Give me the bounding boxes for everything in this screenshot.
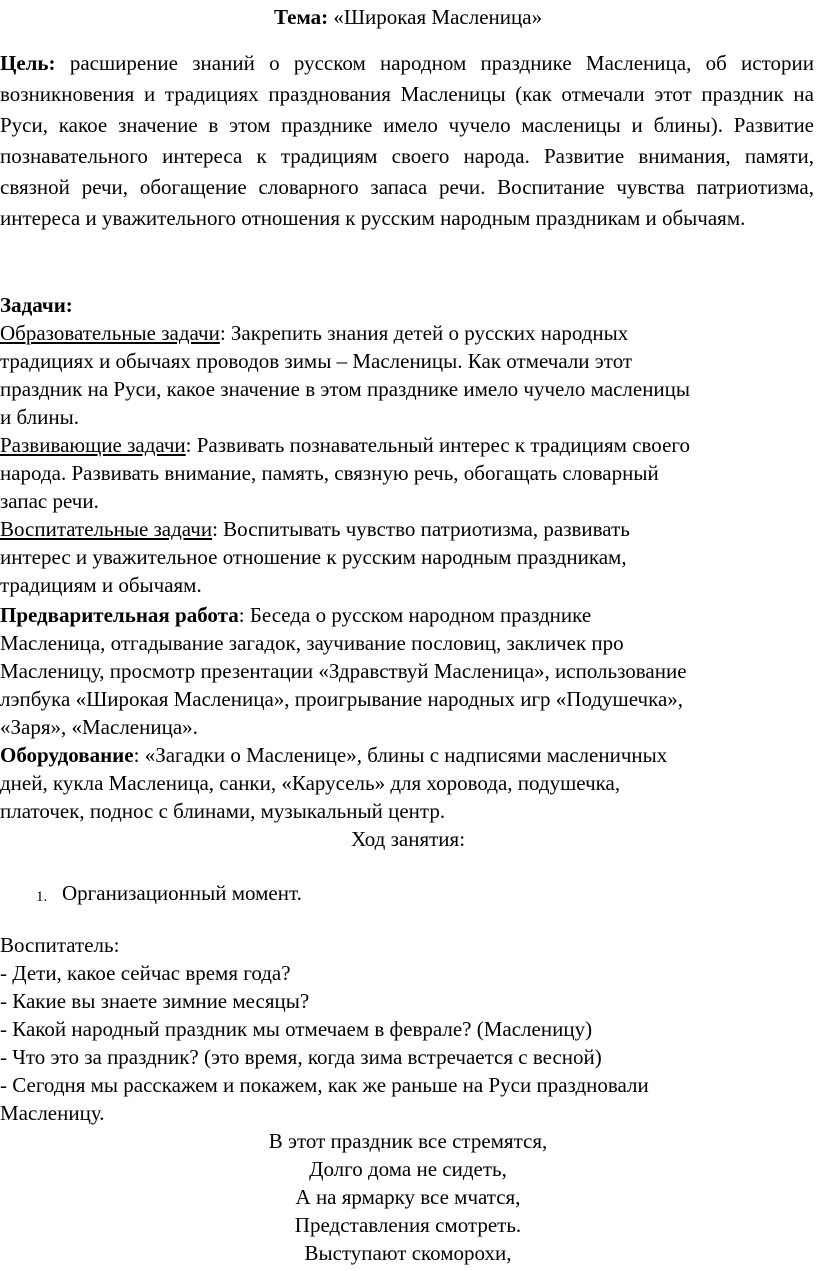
dialogue-line-3: - Какой народный праздник мы отмечаем в феврале? (Масленицу) [0,1017,593,1041]
speaker-label: Воспитатель: [0,933,120,957]
educational-tasks-line-3: праздник на Руси, какое значение в этом празднике имело чучело масленицы [0,377,691,401]
educational-tasks-line-2: традициях и обычаях проводов зимы – Масленицы. Как отмечали этот [0,349,633,373]
page-title [0,4,816,30]
equipment-line-3: платочек, поднос с блинами, музыкальный центр. [0,799,446,823]
dialogue-line-2: - Какие вы знаете зимние месяцы? [0,989,310,1013]
dialogue-line-5: - Сегодня мы расскажем и покажем, как же раньше на Руси праздновали [0,1073,649,1097]
list-item-number: 1. [36,889,48,905]
list-item-organizational-moment: Организационный момент. [62,881,302,905]
upbringing-tasks-line-3: традициям и обычаям. [0,573,202,597]
equipment-line-1: Оборудование: «Загадки о Масленице», блины с надписями масленичных [0,743,668,767]
preliminary-work-line-4: лэпбука «Широкая Масленица», проигрывание народных игр «Подушечка», [0,687,684,711]
dialogue-line-4: - Что это за праздник? (это время, когда зима встречается с весной) [0,1045,602,1069]
equipment-label: Оборудование [0,743,134,767]
educational-tasks-line-1: Образовательные задачи: Закрепить знания детей о русских народных [0,321,629,345]
developing-tasks-line-3: запас речи. [0,489,99,513]
goal-label: Цель: [0,51,56,75]
developing-tasks-label: Развивающие задачи [0,433,186,457]
dialogue-line-6: Масленицу. [0,1101,105,1125]
goal-paragraph [0,48,814,234]
preliminary-work-line-1: Предварительная работа: Беседа о русском народном празднике [0,603,592,627]
upbringing-tasks-line-2: интерес и уважительное отношение к русским народным праздникам, [0,545,627,569]
educational-tasks-line-4: и блины. [0,405,79,429]
title-label: Тема: [273,5,329,29]
lesson-heading: Ход занятия: [350,827,466,851]
equipment-line-2: дней, кукла Масленица, санки, «Карусель» для хоровода, подушечка, [0,771,621,795]
preliminary-work-line-3: Масленицу, просмотр презентации «Здравствуй Масленица», использование [0,659,687,683]
title-text: «Широкая Масленица» [328,5,543,29]
poem-line-4: Представления смотреть. [294,1213,522,1237]
poem-line-3: А на ярмарку все мчатся, [295,1185,521,1209]
preliminary-work-line-5: «Заря», «Масленица». [0,715,198,739]
preliminary-work-label: Предварительная работа [0,603,239,627]
poem-line-2: Долго дома не сидеть, [309,1157,507,1181]
preliminary-work-line-2: Масленица, отгадывание загадок, заучивание пословиц, закличек про [0,631,624,655]
dialogue-line-1: - Дети, какое сейчас время года? [0,961,291,985]
poem-line-1: В этот праздник все стремятся, [268,1129,548,1153]
developing-tasks-line-2: народа. Развивать внимание, память, связную речь, обогащать словарный [0,461,659,485]
developing-tasks-line-1: Развивающие задачи: Развивать познавательный интерес к традициям своего [0,433,690,457]
educational-tasks-label: Образовательные задачи [0,321,220,345]
upbringing-tasks-line-1: Воспитательные задачи: Воспитывать чувство патриотизма, развивать [0,517,630,541]
upbringing-tasks-label: Воспитательные задачи [0,517,213,541]
poem-line-5: Выступают скоморохи, [304,1241,512,1265]
tasks-heading: Задачи: [0,293,73,317]
goal-text: расширение знаний о русском народном празднике Масленица, об истории возникновения и традициях празднования Масленицы (как отмечали этот праздник на Руси, какое значение в этом празднике имело чучело масленицы и блины). Развитие познавательного интереса к традициям своего народа. Развитие внимания, памяти, связной речи, обогащение словарного запаса речи. Воспитание чувства патриотизма, интереса и уважительного отношения к русским народным праздникам и обычаям. [0,51,814,230]
